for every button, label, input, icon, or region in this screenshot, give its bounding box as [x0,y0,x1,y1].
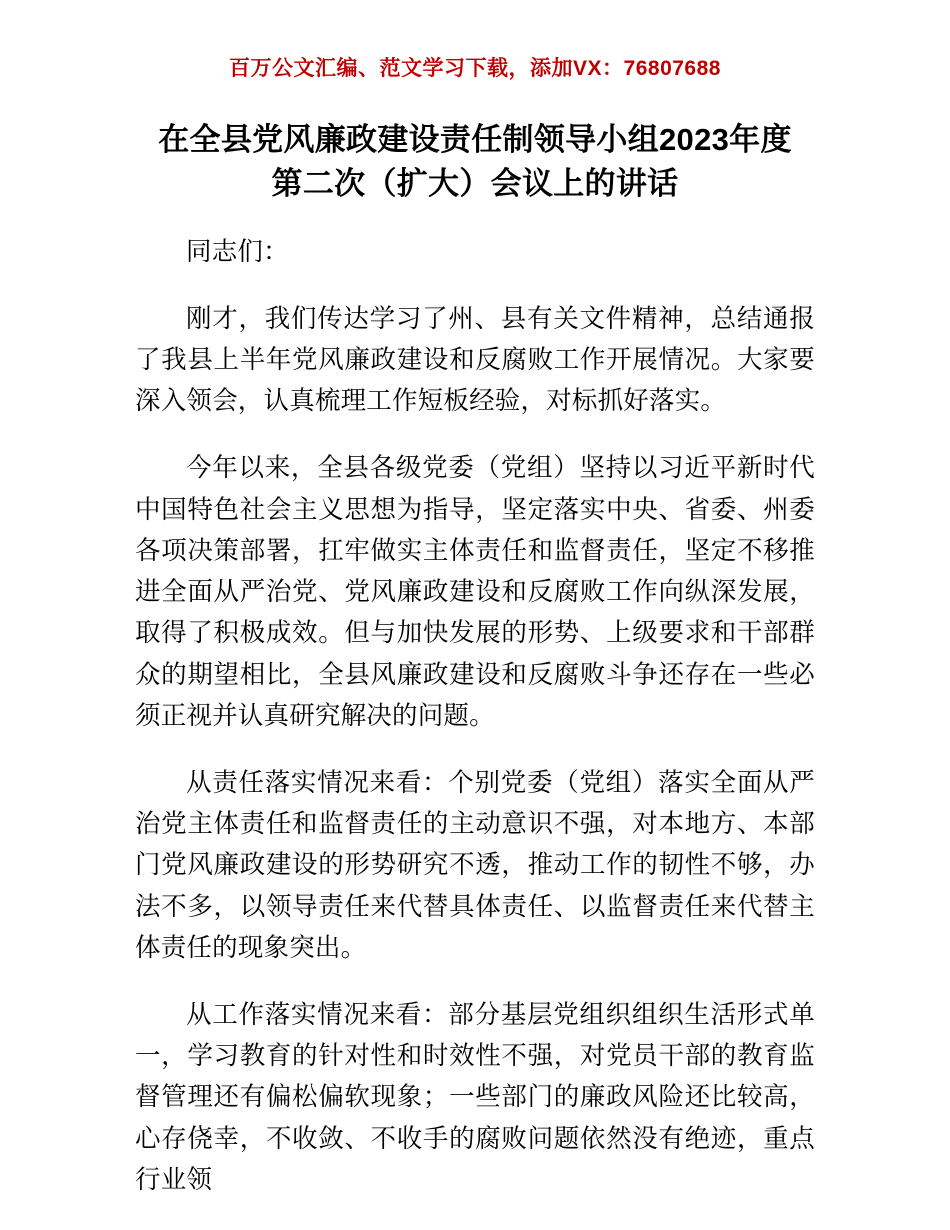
document-body [0,118,950,1201]
title-line-1: 在全县党风廉政建设责任制领导小组2023年度 [158,122,792,157]
paragraph-2: 今年以来，全县各级党委（党组）坚持以习近平新时代中国特色社会主义思想为指导，坚定落实中央、省委、州委各项决策部署，扛牢做实主体责任和监督责任，坚定不移推进全面从严治党、党风廉政建设和反腐败工作向纵深发展，取得了积极成效。但与加快发展的形势、上级要求和干部群众的期望相比，全县风廉政建设和反腐败斗争还存在一些必须正视并认真研究解决的问题。 [135,454,815,730]
paragraph-1: 刚才，我们传达学习了州、县有关文件精神，总结通报了我县上半年党风廉政建设和反腐败工作开展情况。大家要深入领会，认真梳理工作短板经验，对标抓好落实。 [135,304,815,416]
salutation: 同志们： [186,238,289,267]
paragraph-4: 从工作落实情况来看：部分基层党组织组织生活形式单一，学习教育的针对性和时效性不强，对党员干部的教育监督管理还有偏松偏软现象；一些部门的廉政风险还比较高，心存侥幸，不收敛、不收手的腐败问题依然没有绝迹，重点行业领 [135,1000,815,1194]
promo-banner: 百万公文汇编、范文学习下载，添加VX：76807688 [229,57,721,80]
paragraph-3: 从责任落实情况来看：个别党委（党组）落实全面从严治党主体责任和监督责任的主动意识不强，对本地方、本部门党风廉政建设的形势研究不透，推动工作的韧性不够，办法不多，以领导责任来代替具体责任、以监督责任来代替主体责任的现象突出。 [135,768,815,962]
title-line-2: 第二次（扩大）会议上的讲话 [271,166,679,202]
page-title [135,118,815,206]
